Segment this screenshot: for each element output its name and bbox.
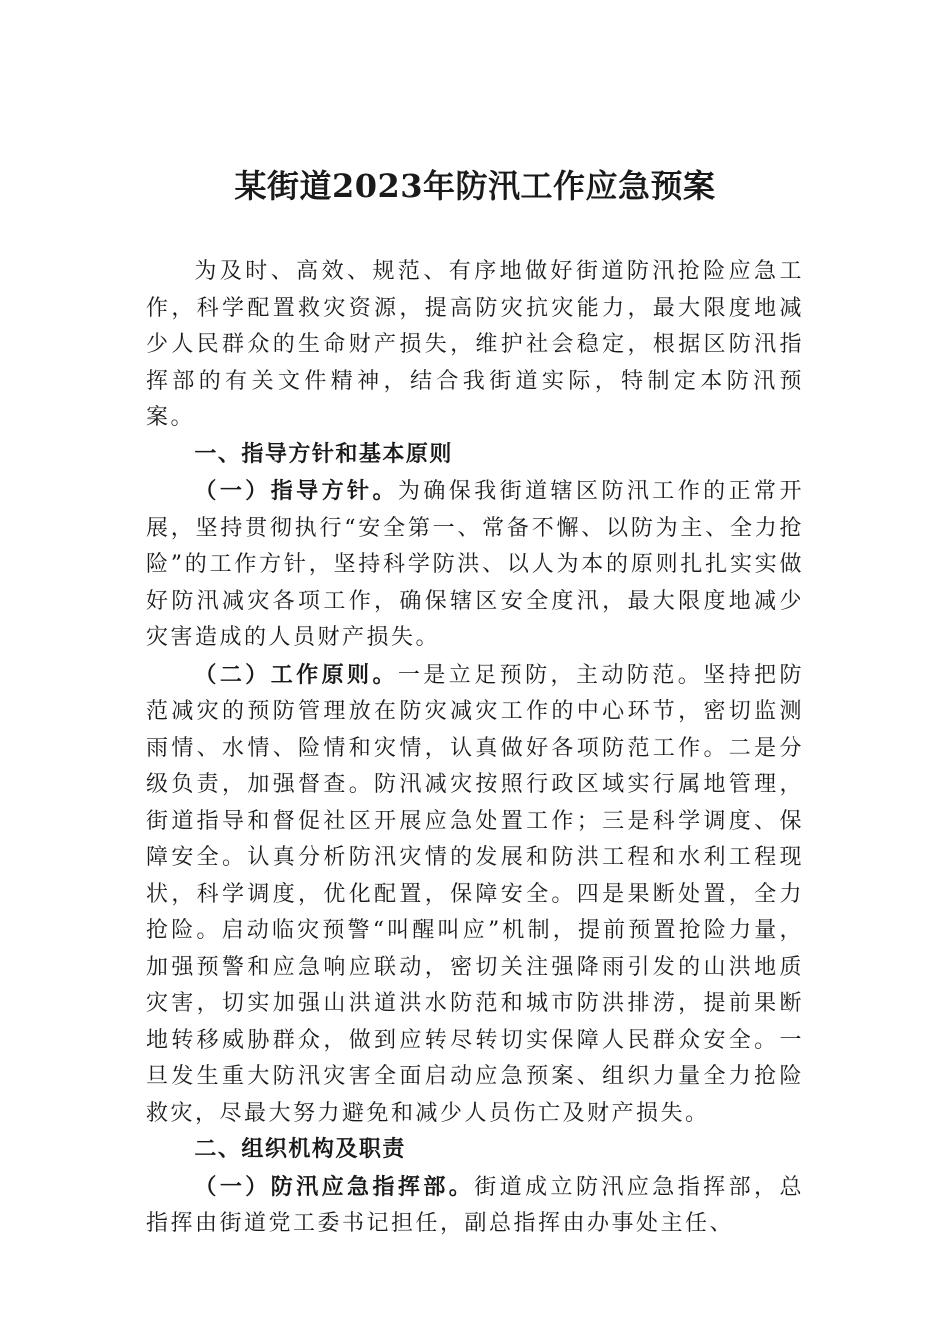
document-title: 某街道2023年防汛工作应急预案 <box>234 167 716 205</box>
paragraph-text: 为确保我街道辖区防汛工作的正常开展，坚持贯彻执行“安全第一、常备不懈、以防为主、全力抢险”的工作方针，坚持科学防洪、以人为本的原则扎扎实实做好防汛减灾各项工作，确保辖区安全度汛，最大限度地减少灾害造成的人员财产损失。 <box>146 479 804 650</box>
paragraph-lead: （二）工作原则。 <box>194 661 398 688</box>
paragraph-work-principles <box>146 657 804 1133</box>
intro-paragraph: 为及时、高效、规范、有序地做好街道防汛抢险应急工作，科学配置救灾资源，提高防灾抗灾能力，最大限度地减少人民群众的生命财产损失，维护社会稳定，根据区防汛指挥部的有关文件精神，结合我街道实际，特制定本防汛预案。 <box>146 259 804 430</box>
paragraph-lead: （一）防汛应急指挥部。 <box>194 1173 475 1200</box>
paragraph-text: 街道成立防汛应急指挥部，总指挥由街道党工委书记担任，副总指挥由办事处主任、 <box>146 1174 804 1236</box>
paragraph-text: 一是立足预防，主动防范。坚持把防范减灾的预防管理放在防灾减灾工作的中心环节，密切监测雨情、水情、险情和灾情，认真做好各项防范工作。二是分级负责，加强督查。防汛减灾按照行政区域实行属地管理，街道指导和督促社区开展应急处置工作；三是科学调度、保障安全。认真分析防汛灾情的发展和防洪工程和水利工程现状，科学调度，优化配置，保障安全。四是果断处置，全力抢险。启动临灾预警“叫醒叫应”机制，提前预置抢险力量，加强预警和应急响应联动，密切关注强降雨引发的山洪地质灾害，切实加强山洪道洪水防范和城市防洪排涝，提前果断地转移威胁群众，做到应转尽转切实保障人民群众安全。一旦发生重大防汛灾害全面启动应急预案、组织力量全力抢险救灾，尽最大努力避免和减少人员伤亡及财产损失。 <box>146 662 804 1126</box>
paragraph-lead: （一）指导方针。 <box>194 478 398 504</box>
section-heading-guidelines: 一、指导方针和基本原则 <box>194 441 453 467</box>
document-body <box>146 254 804 1243</box>
paragraph-guiding-policy <box>146 473 804 657</box>
paragraph-command-center <box>146 1169 804 1243</box>
section-heading-organization: 二、组织机构及职责 <box>194 1137 406 1162</box>
